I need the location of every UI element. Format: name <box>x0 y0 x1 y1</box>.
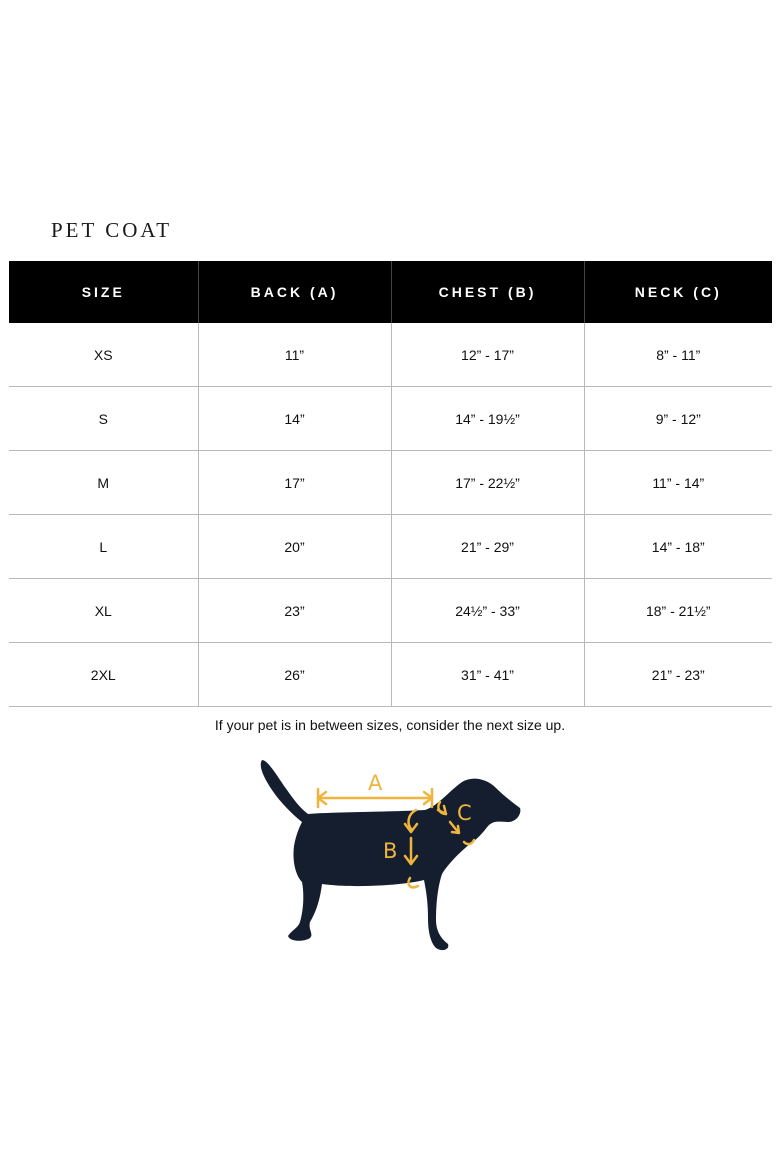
table-row <box>9 387 772 451</box>
back-cell: 11” <box>198 323 391 387</box>
size-cell: 2XL <box>9 643 198 707</box>
neck-cell: 8” - 11” <box>584 323 772 387</box>
sizing-note: If your pet is in between sizes, consider the next size up. <box>214 717 566 733</box>
chest-cell: 31” - 41” <box>391 643 584 707</box>
back-cell: 23” <box>198 579 391 643</box>
back-cell: 20” <box>198 515 391 579</box>
size-cell: M <box>9 451 198 515</box>
table-row <box>9 451 772 515</box>
back-label: A <box>368 771 383 795</box>
table-row <box>9 579 772 643</box>
back-cell: 26” <box>198 643 391 707</box>
neck-cell: 18” - 21½” <box>584 579 772 643</box>
column-header-chest: CHEST (B) <box>391 261 584 323</box>
column-header-size: SIZE <box>9 261 198 323</box>
size-cell: XL <box>9 579 198 643</box>
back-cell: 17” <box>198 451 391 515</box>
table-header-row <box>9 261 772 323</box>
chest-cell: 17” - 22½” <box>391 451 584 515</box>
table-row <box>9 323 772 387</box>
chest-label: B <box>383 839 398 863</box>
chest-cell: 14” - 19½” <box>391 387 584 451</box>
column-header-back: BACK (A) <box>198 261 391 323</box>
size-chart-table <box>9 261 772 707</box>
chest-cell: 12” - 17” <box>391 323 584 387</box>
neck-cell: 11” - 14” <box>584 451 772 515</box>
dog-measurement-diagram <box>250 752 530 962</box>
back-cell: 14” <box>198 387 391 451</box>
chest-cell: 24½” - 33” <box>391 579 584 643</box>
size-cell: XS <box>9 323 198 387</box>
size-cell: L <box>9 515 198 579</box>
neck-cell: 21” - 23” <box>584 643 772 707</box>
size-cell: S <box>9 387 198 451</box>
page-title: PET COAT <box>51 218 173 242</box>
chest-cell: 21” - 29” <box>391 515 584 579</box>
table-row <box>9 515 772 579</box>
neck-cell: 14” - 18” <box>584 515 772 579</box>
column-header-neck: NECK (C) <box>584 261 772 323</box>
neck-cell: 9” - 12” <box>584 387 772 451</box>
neck-label: C <box>457 801 472 825</box>
table-row <box>9 643 772 707</box>
